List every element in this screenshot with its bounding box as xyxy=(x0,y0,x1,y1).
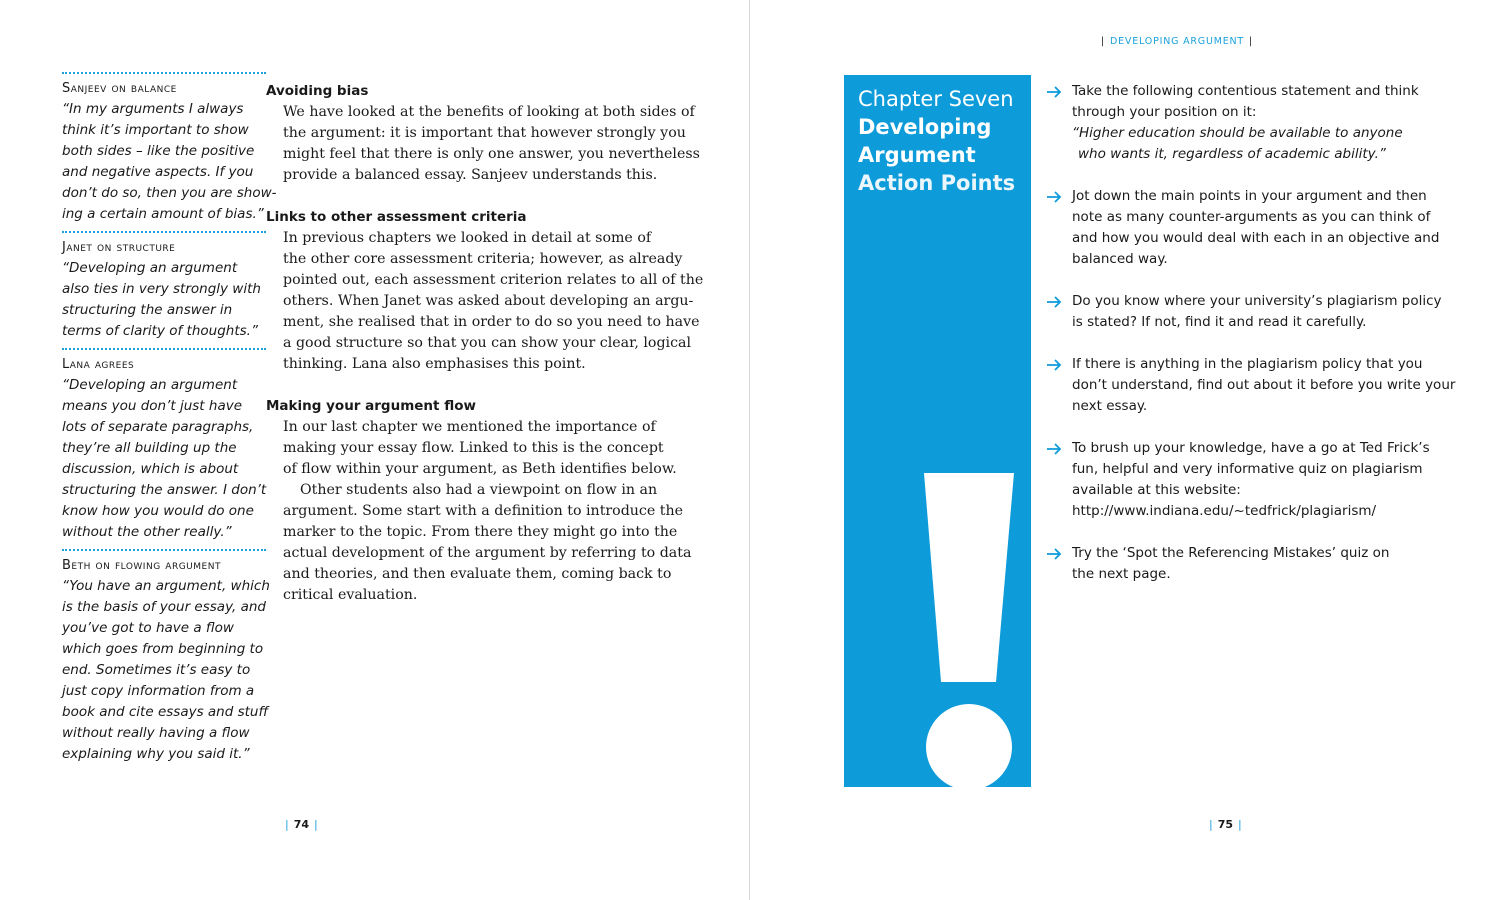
action-line: the next page. xyxy=(1072,566,1171,582)
arrow-right-icon xyxy=(1046,81,1072,102)
action-line: available at this website: xyxy=(1072,482,1241,498)
body-line: of flow within your argument, as Beth identifies below. xyxy=(283,461,677,477)
section-links-criteria xyxy=(266,207,704,375)
page-number-right: | 75 | xyxy=(1209,818,1242,831)
dotted-rule xyxy=(62,549,266,551)
quote-line: without the other really.” xyxy=(62,524,232,540)
action-line: If there is anything in the plagiarism policy that you xyxy=(1072,356,1423,372)
action-point xyxy=(1046,186,1446,270)
chapter-label: Chapter Seven xyxy=(858,87,1014,111)
quote-line: terms of clarity of thoughts.” xyxy=(62,323,258,339)
quote-line: “You have an argument, which xyxy=(62,578,270,594)
quote-line: know how you would do one xyxy=(62,503,254,519)
body-line: In our last chapter we mentioned the importance of xyxy=(283,419,656,435)
action-line: Do you know where your university’s plagiarism policy xyxy=(1072,293,1442,309)
action-points-list xyxy=(1046,81,1456,606)
arrow-right-icon xyxy=(1046,438,1072,459)
section-argument-flow xyxy=(266,396,692,606)
body-line: pointed out, each assessment criterion relates to all of the xyxy=(283,272,704,288)
action-point xyxy=(1046,354,1456,417)
quote-line: don’t do so, then you are show- xyxy=(62,185,277,201)
action-line: Try the ‘Spot the Referencing Mistakes’ quiz on xyxy=(1072,545,1390,561)
body-line: In previous chapters we looked in detail at some of xyxy=(283,230,652,246)
quote-line: without really having a flow xyxy=(62,725,250,741)
exclamation-icon xyxy=(844,75,1031,787)
body-line: marker to the topic. From there they might go into the xyxy=(283,524,678,540)
section-heading: Making your argument flow xyxy=(266,398,476,414)
quote-heading: Sanjeev on balance xyxy=(62,81,177,96)
student-quotes-sidebar xyxy=(62,72,277,769)
quote-line: discussion, which is about xyxy=(62,461,239,477)
action-point xyxy=(1046,438,1446,522)
page-number-left: | 74 | xyxy=(285,818,318,831)
action-line: balanced way. xyxy=(1072,251,1168,267)
quote-line: “In my arguments I always xyxy=(62,101,244,117)
body-line: actual development of the argument by referring to data xyxy=(283,545,692,561)
quote-line: means you don’t just have xyxy=(62,398,243,414)
quote-line: you’ve got to have a flow xyxy=(62,620,234,636)
section-heading: Links to other assessment criteria xyxy=(266,209,527,225)
body-line: others. When Janet was asked about developing an argu- xyxy=(283,293,694,309)
body-line: a good structure so that you can show your clear, logical xyxy=(283,335,692,351)
contentious-statement: who wants it, regardless of academic ability.” xyxy=(1078,146,1386,162)
quiz-url: http://www.indiana.edu/~tedfrick/plagiarism/ xyxy=(1072,503,1377,519)
quote-beth xyxy=(62,549,270,765)
folio-number: 74 xyxy=(293,818,310,831)
action-point xyxy=(1046,291,1446,333)
section-heading: Avoiding bias xyxy=(266,83,369,99)
action-line: through your position on it: xyxy=(1072,104,1257,120)
quote-line: is the basis of your essay, and xyxy=(62,599,266,615)
spread-gutter xyxy=(749,0,750,900)
action-line: To brush up your knowledge, have a go at Ted Frick’s xyxy=(1072,440,1430,456)
quote-line: structuring the answer. I don’t xyxy=(62,482,267,498)
body-line: and theories, and then evaluate them, coming back to xyxy=(283,566,672,582)
section-body xyxy=(283,417,692,606)
action-line: and how you would deal with each in an objective and xyxy=(1072,230,1440,246)
quote-heading: Beth on flowing argument xyxy=(62,558,221,573)
arrow-right-icon xyxy=(1046,291,1072,312)
body-line: argument. Some start with a definition to introduce the xyxy=(283,503,684,519)
action-line: note as many counter-arguments as you can think of xyxy=(1072,209,1431,225)
action-point xyxy=(1046,81,1446,165)
action-line: next essay. xyxy=(1072,398,1148,414)
quote-line: just copy information from a xyxy=(62,683,255,699)
section-body xyxy=(283,102,700,186)
quote-line: they’re all building up the xyxy=(62,440,237,456)
body-line: might feel that there is only one answer, you nevertheless xyxy=(283,146,700,162)
action-line: Jot down the main points in your argument and then xyxy=(1072,188,1427,204)
chapter-title-line: Argument xyxy=(858,143,976,167)
arrow-right-icon xyxy=(1046,354,1072,375)
running-head-text: DEVELOPING ARGUMENT xyxy=(1110,36,1245,47)
dotted-rule xyxy=(62,72,266,74)
action-line: don’t understand, find out about it before you write your xyxy=(1072,377,1456,393)
body-line: ment, she realised that in order to do so you need to have xyxy=(283,314,700,330)
body-line: critical evaluation. xyxy=(283,587,418,603)
dotted-rule xyxy=(62,231,266,233)
body-line: the argument: it is important that however strongly you xyxy=(283,125,686,141)
quote-line: book and cite essays and stuff xyxy=(62,704,269,720)
quote-line: think it’s important to show xyxy=(62,122,249,138)
folio-number: 75 xyxy=(1217,818,1234,831)
arrow-right-icon xyxy=(1046,543,1072,564)
section-body xyxy=(283,228,704,375)
body-line: We have looked at the benefits of looking at both sides of xyxy=(283,104,695,120)
quote-line: explaining why you said it.” xyxy=(62,746,250,762)
quote-heading: Lana agrees xyxy=(62,357,135,372)
body-line: making your essay flow. Linked to this is the concept xyxy=(283,440,664,456)
quote-line: “Developing an argument xyxy=(62,377,238,393)
action-point xyxy=(1046,543,1446,585)
body-line: thinking. Lana also emphasises this point. xyxy=(283,356,586,372)
chapter-title-line: Developing xyxy=(858,115,992,139)
action-line: fun, helpful and very informative quiz on plagiarism xyxy=(1072,461,1423,477)
dotted-rule xyxy=(62,348,266,350)
contentious-statement: “Higher education should be available to anyone xyxy=(1072,125,1403,141)
quote-janet xyxy=(62,231,266,342)
quote-line: “Developing an argument xyxy=(62,260,238,276)
quote-line: lots of separate paragraphs, xyxy=(62,419,254,435)
action-line: Take the following contentious statement and think xyxy=(1072,83,1419,99)
body-line: Other students also had a viewpoint on flow in an xyxy=(300,482,658,498)
quote-line: end. Sometimes it’s easy to xyxy=(62,662,251,678)
quote-line: both sides – like the positive xyxy=(62,143,255,159)
quote-line: which goes from beginning to xyxy=(62,641,264,657)
action-points-label: Action Points xyxy=(858,171,1016,195)
running-head: | DEVELOPING ARGUMENT | xyxy=(1101,36,1254,47)
quote-line: structuring the answer in xyxy=(62,302,233,318)
quote-heading: Janet on structure xyxy=(62,240,176,255)
body-line: the other core assessment criteria; however, as already xyxy=(283,251,683,267)
quote-line: and negative aspects. If you xyxy=(62,164,254,180)
quote-sanjeev xyxy=(62,72,277,225)
arrow-right-icon xyxy=(1046,186,1072,207)
main-text-column xyxy=(266,81,704,627)
quote-lana xyxy=(62,348,266,543)
quote-line: also ties in very strongly with xyxy=(62,281,261,297)
quote-line: ing a certain amount of bias.” xyxy=(62,206,264,222)
body-line: provide a balanced essay. Sanjeev understands this. xyxy=(283,167,658,183)
action-line: is stated? If not, find it and read it carefully. xyxy=(1072,314,1367,330)
chapter-band xyxy=(844,75,1031,787)
section-avoiding-bias xyxy=(266,81,700,186)
